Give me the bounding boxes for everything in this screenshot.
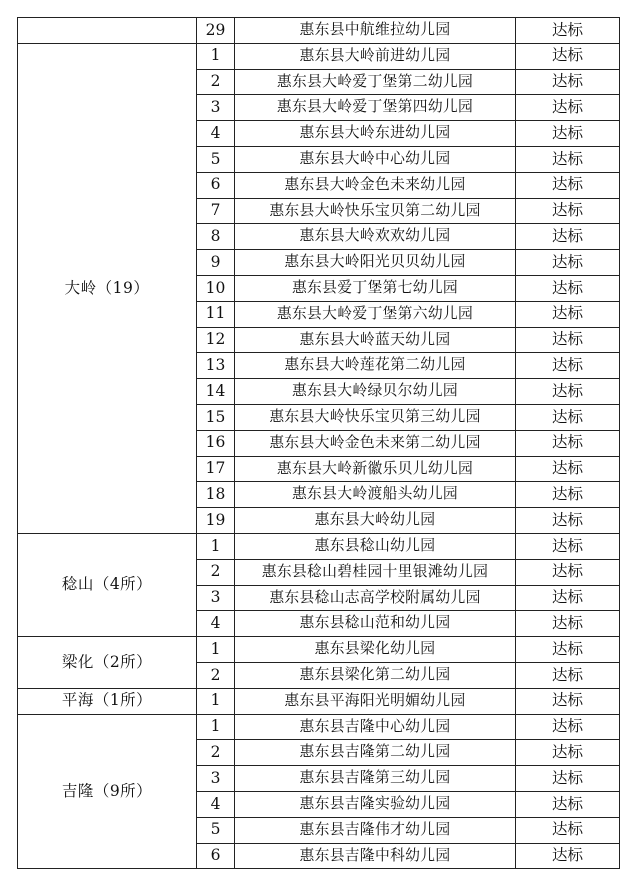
status-cell: 达标 — [516, 688, 620, 714]
status-cell: 达标 — [516, 379, 620, 405]
index-cell: 2 — [197, 740, 235, 766]
kindergarten-name-cell: 惠东县大岭金色未来幼儿园 — [235, 172, 516, 198]
status-cell: 达标 — [516, 714, 620, 740]
kindergarten-name-cell: 惠东县大岭中心幼儿园 — [235, 146, 516, 172]
status-cell: 达标 — [516, 250, 620, 276]
status-cell: 达标 — [516, 662, 620, 688]
index-cell: 12 — [197, 327, 235, 353]
index-cell: 2 — [197, 662, 235, 688]
kindergarten-name-cell: 惠东县大岭东进幼儿园 — [235, 121, 516, 147]
status-cell: 达标 — [516, 327, 620, 353]
kindergarten-name-cell: 惠东县大岭阳光贝贝幼儿园 — [235, 250, 516, 276]
kindergarten-name-cell: 惠东县稔山碧桂园十里银滩幼儿园 — [235, 559, 516, 585]
table-row — [18, 18, 620, 44]
index-cell: 9 — [197, 250, 235, 276]
kindergarten-name-cell: 惠东县吉隆第二幼儿园 — [235, 740, 516, 766]
status-cell: 达标 — [516, 585, 620, 611]
status-cell: 达标 — [516, 817, 620, 843]
index-cell: 14 — [197, 379, 235, 405]
index-cell: 10 — [197, 275, 235, 301]
kindergarten-name-cell: 惠东县大岭莲花第二幼儿园 — [235, 353, 516, 379]
kindergarten-name-cell: 惠东县大岭欢欢幼儿园 — [235, 224, 516, 250]
table-row — [18, 637, 620, 663]
index-cell: 18 — [197, 482, 235, 508]
kindergarten-name-cell: 惠东县吉隆中科幼儿园 — [235, 843, 516, 869]
kindergarten-name-cell: 惠东县大岭快乐宝贝第三幼儿园 — [235, 404, 516, 430]
index-cell: 4 — [197, 611, 235, 637]
status-cell: 达标 — [516, 637, 620, 663]
index-cell: 7 — [197, 198, 235, 224]
index-cell: 2 — [197, 69, 235, 95]
status-cell: 达标 — [516, 430, 620, 456]
kindergarten-name-cell: 惠东县爱丁堡第七幼儿园 — [235, 275, 516, 301]
status-cell: 达标 — [516, 843, 620, 869]
status-cell: 达标 — [516, 198, 620, 224]
status-cell: 达标 — [516, 456, 620, 482]
index-cell: 1 — [197, 688, 235, 714]
index-cell: 5 — [197, 146, 235, 172]
status-cell: 达标 — [516, 404, 620, 430]
region-cell: 平海（1所） — [18, 688, 197, 714]
index-cell: 1 — [197, 533, 235, 559]
status-cell: 达标 — [516, 353, 620, 379]
index-cell: 29 — [197, 18, 235, 44]
status-cell: 达标 — [516, 791, 620, 817]
kindergarten-name-cell: 惠东县稔山范和幼儿园 — [235, 611, 516, 637]
status-cell: 达标 — [516, 275, 620, 301]
kindergarten-name-cell: 惠东县大岭蓝天幼儿园 — [235, 327, 516, 353]
status-cell: 达标 — [516, 146, 620, 172]
status-cell: 达标 — [516, 121, 620, 147]
table-row — [18, 688, 620, 714]
table-row — [18, 714, 620, 740]
region-cell: 大岭（19） — [18, 43, 197, 533]
kindergarten-name-cell: 惠东县大岭爱丁堡第四幼儿园 — [235, 95, 516, 121]
kindergarten-name-cell: 惠东县大岭快乐宝贝第二幼儿园 — [235, 198, 516, 224]
kindergarten-name-cell: 惠东县吉隆伟才幼儿园 — [235, 817, 516, 843]
status-cell: 达标 — [516, 533, 620, 559]
index-cell: 6 — [197, 843, 235, 869]
index-cell: 16 — [197, 430, 235, 456]
kindergarten-name-cell: 惠东县大岭幼儿园 — [235, 508, 516, 534]
index-cell: 8 — [197, 224, 235, 250]
status-cell: 达标 — [516, 224, 620, 250]
kindergarten-table — [17, 17, 620, 869]
region-cell: 梁化（2所） — [18, 637, 197, 689]
status-cell: 达标 — [516, 18, 620, 44]
status-cell: 达标 — [516, 43, 620, 69]
index-cell: 19 — [197, 508, 235, 534]
index-cell: 1 — [197, 714, 235, 740]
kindergarten-name-cell: 惠东县吉隆实验幼儿园 — [235, 791, 516, 817]
kindergarten-name-cell: 惠东县梁化幼儿园 — [235, 637, 516, 663]
index-cell: 5 — [197, 817, 235, 843]
index-cell: 6 — [197, 172, 235, 198]
index-cell: 3 — [197, 585, 235, 611]
kindergarten-name-cell: 惠东县大岭新徽乐贝儿幼儿园 — [235, 456, 516, 482]
status-cell: 达标 — [516, 301, 620, 327]
index-cell: 11 — [197, 301, 235, 327]
index-cell: 2 — [197, 559, 235, 585]
status-cell: 达标 — [516, 559, 620, 585]
kindergarten-name-cell: 惠东县吉隆中心幼儿园 — [235, 714, 516, 740]
index-cell: 4 — [197, 121, 235, 147]
index-cell: 3 — [197, 95, 235, 121]
kindergarten-name-cell: 惠东县大岭渡船头幼儿园 — [235, 482, 516, 508]
index-cell: 1 — [197, 637, 235, 663]
region-cell — [18, 18, 197, 44]
kindergarten-name-cell: 惠东县大岭前进幼儿园 — [235, 43, 516, 69]
kindergarten-name-cell: 惠东县稔山志高学校附属幼儿园 — [235, 585, 516, 611]
kindergarten-name-cell: 惠东县中航维拉幼儿园 — [235, 18, 516, 44]
region-cell: 吉隆（9所） — [18, 714, 197, 869]
region-cell: 稔山（4所） — [18, 533, 197, 636]
index-cell: 1 — [197, 43, 235, 69]
kindergarten-name-cell: 惠东县大岭绿贝尔幼儿园 — [235, 379, 516, 405]
kindergarten-name-cell: 惠东县稔山幼儿园 — [235, 533, 516, 559]
kindergarten-name-cell: 惠东县大岭爱丁堡第六幼儿园 — [235, 301, 516, 327]
index-cell: 15 — [197, 404, 235, 430]
status-cell: 达标 — [516, 766, 620, 792]
index-cell: 4 — [197, 791, 235, 817]
table-row — [18, 533, 620, 559]
status-cell: 达标 — [516, 172, 620, 198]
status-cell: 达标 — [516, 482, 620, 508]
status-cell: 达标 — [516, 95, 620, 121]
kindergarten-name-cell: 惠东县大岭金色未来第二幼儿园 — [235, 430, 516, 456]
kindergarten-name-cell: 惠东县吉隆第三幼儿园 — [235, 766, 516, 792]
table-row — [18, 43, 620, 69]
index-cell: 17 — [197, 456, 235, 482]
status-cell: 达标 — [516, 69, 620, 95]
status-cell: 达标 — [516, 508, 620, 534]
kindergarten-name-cell: 惠东县梁化第二幼儿园 — [235, 662, 516, 688]
index-cell: 3 — [197, 766, 235, 792]
status-cell: 达标 — [516, 611, 620, 637]
status-cell: 达标 — [516, 740, 620, 766]
kindergarten-name-cell: 惠东县平海阳光明媚幼儿园 — [235, 688, 516, 714]
index-cell: 13 — [197, 353, 235, 379]
kindergarten-name-cell: 惠东县大岭爱丁堡第二幼儿园 — [235, 69, 516, 95]
table-body — [18, 18, 620, 869]
